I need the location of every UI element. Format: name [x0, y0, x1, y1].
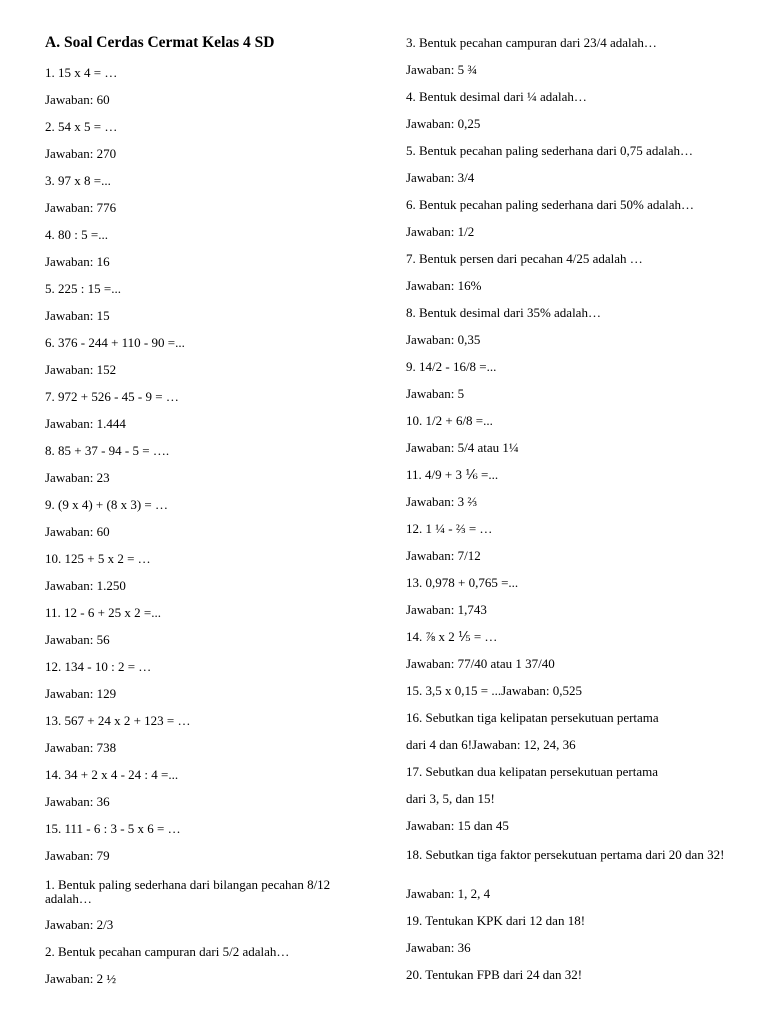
question-line: 17. Sebutkan dua kelipatan persekutuan pertama	[406, 764, 658, 779]
question-line: 14. ⅞ x 2 ⅕ = …	[406, 629, 498, 644]
question-line: 9. (9 x 4) + (8 x 3) = …	[45, 497, 168, 512]
answer-line: Jawaban: 36	[45, 794, 110, 809]
answer-line: Jawaban: 1.444	[45, 416, 126, 431]
answer-line: Jawaban: 3/4	[406, 170, 475, 185]
question-line: 19. Tentukan KPK dari 12 dan 18!	[406, 913, 586, 928]
answer-line: Jawaban: 15	[45, 308, 110, 323]
question-line: 8. Bentuk desimal dari 35% adalah…	[406, 305, 601, 320]
question-line: 1. 15 x 4 = …	[45, 65, 118, 80]
answer-line: Jawaban: 60	[45, 524, 110, 539]
question-line: 7. 972 + 526 - 45 - 9 = …	[45, 389, 179, 404]
answer-line: Jawaban: 16	[45, 254, 110, 269]
question-line: 10. 125 + 5 x 2 = …	[45, 551, 151, 566]
answer-line: Jawaban: 2/3	[45, 917, 114, 932]
question-line: 3. 97 x 8 =...	[45, 173, 111, 188]
answer-line: Jawaban: 0,35	[406, 332, 481, 347]
answer-line: Jawaban: 2 ½	[45, 971, 117, 986]
question-line: 12. 1 ¼ - ⅔ = …	[406, 521, 493, 536]
question-line: 18. Sebutkan tiga faktor persekutuan pertama dari 20 dan 32!	[406, 847, 725, 862]
answer-line: Jawaban: 5 ¾	[406, 62, 478, 77]
question-line: 16. Sebutkan tiga kelipatan persekutuan pertama	[406, 710, 659, 725]
question-line: dari 3, 5, dan 15!	[406, 791, 495, 806]
question-line: dari 4 dan 6!Jawaban: 12, 24, 36	[406, 737, 576, 752]
page-title: A. Soal Cerdas Cermat Kelas 4 SD	[45, 34, 275, 51]
answer-line: Jawaban: 270	[45, 146, 117, 161]
question-line: 8. 85 + 37 - 94 - 5 = ….	[45, 443, 170, 458]
answer-line: Jawaban: 16%	[406, 278, 482, 293]
question-line: 12. 134 - 10 : 2 = …	[45, 659, 152, 674]
question-line: 10. 1/2 + 6/8 =...	[406, 413, 493, 428]
question-line: 7. Bentuk persen dari pecahan 4/25 adalah …	[406, 251, 643, 266]
question-line: 5. Bentuk pecahan paling sederhana dari 0,75 adalah…	[406, 143, 693, 158]
question-line: 9. 14/2 - 16/8 =...	[406, 359, 497, 374]
answer-line: Jawaban: 7/12	[406, 548, 481, 563]
answer-line: Jawaban: 23	[45, 470, 110, 485]
answer-line: Jawaban: 5/4 atau 1¼	[406, 440, 519, 455]
answer-line: Jawaban: 776	[45, 200, 117, 215]
answer-line: Jawaban: 1, 2, 4	[406, 886, 491, 901]
question-line: 11. 4/9 + 3 ⅙ =...	[406, 467, 499, 482]
answer-line: Jawaban: 1.250	[45, 578, 126, 593]
question-line: 15. 111 - 6 : 3 - 5 x 6 = …	[45, 821, 181, 836]
question-line: 13. 567 + 24 x 2 + 123 = …	[45, 713, 191, 728]
answer-line: Jawaban: 3 ⅔	[406, 494, 478, 509]
answer-line: Jawaban: 56	[45, 632, 110, 647]
question-line: 1. Bentuk paling sederhana dari bilangan pecahan 8/12 adalah…	[45, 877, 331, 906]
question-line: 3. Bentuk pecahan campuran dari 23/4 adalah…	[406, 35, 657, 50]
question-line: 15. 3,5 x 0,15 = ...Jawaban: 0,525	[406, 683, 582, 698]
question-line: 14. 34 + 2 x 4 - 24 : 4 =...	[45, 767, 179, 782]
answer-line: Jawaban: 1/2	[406, 224, 475, 239]
answer-line: Jawaban: 738	[45, 740, 117, 755]
question-line: 13. 0,978 + 0,765 =...	[406, 575, 519, 590]
answer-line: Jawaban: 36	[406, 940, 471, 955]
question-line: 2. Bentuk pecahan campuran dari 5/2 adalah…	[45, 944, 290, 959]
question-line: 6. 376 - 244 + 110 - 90 =...	[45, 335, 185, 350]
question-line: 6. Bentuk pecahan paling sederhana dari 50% adalah…	[406, 197, 695, 212]
answer-line: Jawaban: 15 dan 45	[406, 818, 509, 833]
answer-line: Jawaban: 79	[45, 848, 110, 863]
question-line: 5. 225 : 15 =...	[45, 281, 121, 296]
answer-line: Jawaban: 5	[406, 386, 465, 401]
question-line: 4. Bentuk desimal dari ¼ adalah…	[406, 89, 587, 104]
question-line: 11. 12 - 6 + 25 x 2 =...	[45, 605, 162, 620]
answer-line: Jawaban: 77/40 atau 1 37/40	[406, 656, 555, 671]
question-line: 2. 54 x 5 = …	[45, 119, 118, 134]
question-line: 20. Tentukan FPB dari 24 dan 32!	[406, 967, 583, 982]
question-line: 4. 80 : 5 =...	[45, 227, 108, 242]
answer-line: Jawaban: 1,743	[406, 602, 487, 617]
answer-line: Jawaban: 60	[45, 92, 110, 107]
answer-line: Jawaban: 152	[45, 362, 117, 377]
answer-line: Jawaban: 0,25	[406, 116, 481, 131]
answer-line: Jawaban: 129	[45, 686, 117, 701]
